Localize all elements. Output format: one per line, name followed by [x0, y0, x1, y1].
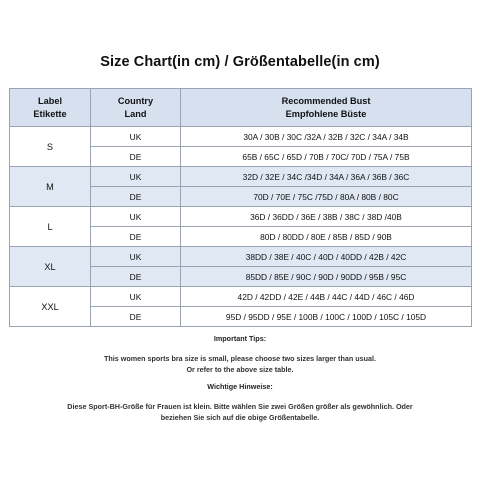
- hint-heading: Wichtige Hinweise:: [207, 382, 273, 391]
- table-row: [10, 247, 472, 267]
- bust-cell: 85DD / 85E / 90C / 90D / 90DD / 95B / 95C: [181, 267, 472, 287]
- bust-cell: 70D / 70E / 75C /75D / 80A / 80B / 80C: [181, 187, 472, 207]
- header-country: [91, 89, 181, 127]
- bust-cell: 42D / 42DD / 42E / 44B / 44C / 44D / 46C / 46D: [181, 287, 472, 307]
- table-row: [10, 207, 472, 227]
- country-cell: DE: [91, 307, 181, 327]
- hint-line-1: Diese Sport-BH-Größe für Frauen ist klein. Bitte wählen Sie zwei Größen größer als gewöhnlich. Oder: [67, 402, 413, 411]
- country-cell: UK: [91, 247, 181, 267]
- table-row: [10, 287, 472, 307]
- header-country-de: Land: [124, 108, 147, 119]
- table-header-row: [10, 89, 472, 127]
- country-cell: UK: [91, 167, 181, 187]
- size-label-cell: XL: [10, 247, 91, 287]
- page-title: Size Chart(in cm) / Größentabelle(in cm): [100, 54, 380, 70]
- header-label: [10, 89, 91, 127]
- tips-line-2: Or refer to the above size table.: [186, 365, 294, 374]
- table-row: [10, 127, 472, 147]
- bust-cell: 65B / 65C / 65D / 70B / 70C/ 70D / 75A / 75B: [181, 147, 472, 167]
- header-label-de: Etikette: [33, 108, 67, 119]
- bust-cell: 32D / 32E / 34C /34D / 34A / 36A / 36B / 36C: [181, 167, 472, 187]
- country-cell: UK: [91, 287, 181, 307]
- hint-line-2: beziehen Sie sich auf die obige Größentabelle.: [160, 413, 320, 422]
- size-label-cell: S: [10, 127, 91, 167]
- header-bust-en: Recommended Bust: [281, 95, 371, 106]
- header-label-en: Label: [38, 95, 62, 106]
- table-row: [10, 167, 472, 187]
- bust-cell: 36D / 36DD / 36E / 38B / 38C / 38D /40B: [181, 207, 472, 227]
- size-label-cell: L: [10, 207, 91, 247]
- bust-cell: 95D / 95DD / 95E / 100B / 100C / 100D / 105C / 105D: [181, 307, 472, 327]
- bust-cell: 38DD / 38E / 40C / 40D / 40DD / 42B / 42C: [181, 247, 472, 267]
- country-cell: UK: [91, 127, 181, 147]
- size-label-cell: XXL: [10, 287, 91, 327]
- country-cell: DE: [91, 187, 181, 207]
- important-tips: [0, 333, 480, 423]
- header-country-en: Country: [117, 95, 154, 106]
- bust-cell: 30A / 30B / 30C /32A / 32B / 32C / 34A / 34B: [181, 127, 472, 147]
- tips-line-1: This women sports bra size is small, please choose two sizes larger than usual.: [103, 354, 377, 363]
- header-bust-de: Empfohlene Büste: [285, 108, 367, 119]
- country-cell: DE: [91, 227, 181, 247]
- country-cell: UK: [91, 207, 181, 227]
- country-cell: DE: [91, 147, 181, 167]
- size-label-cell: M: [10, 167, 91, 207]
- header-bust: [181, 89, 472, 127]
- bust-cell: 80D / 80DD / 80E / 85B / 85D / 90B: [181, 227, 472, 247]
- tips-heading: Important Tips:: [213, 334, 267, 343]
- country-cell: DE: [91, 267, 181, 287]
- size-chart-table: [9, 88, 472, 327]
